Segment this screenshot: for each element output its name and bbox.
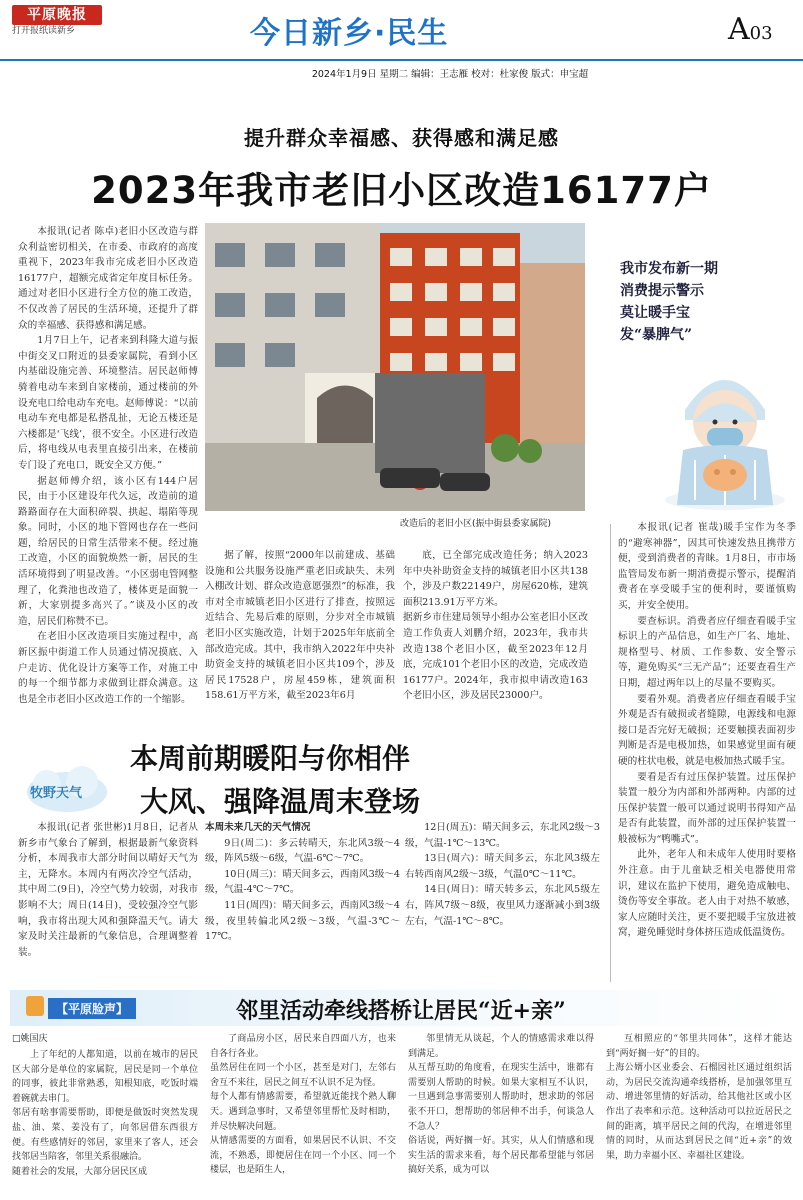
- column-divider: [610, 524, 611, 982]
- warm-child-illustration: [655, 350, 795, 515]
- lead-kicker: 提升群众幸福感、获得感和满足感: [244, 126, 559, 150]
- notice-line: 莫让暖手宝: [620, 305, 690, 321]
- lead-column-2: [205, 548, 395, 704]
- lead-column-3: 底，已全部完成改造任务；纳入2023年中央补助资金支持的城镇老旧小区共138个，涉及户数22149户，房屋620栋，建筑面积213.91万平方米。 据新乡市住建局领导小组办公室老旧小区改造工作负责人刘鹏介绍，2023年，我市共改造138个老旧小区，截至2023年12月底，完成101个老旧小区的改造，完成改造16177户。2024年，我市拟申请改造163个老旧小区，涉及居民23000户。: [403, 550, 588, 702]
- weather-section-logo: [22, 760, 112, 820]
- newspaper-logo: [12, 5, 102, 39]
- lead-paragraph: 据了解，按照“2000年以前建成、基础设施和公共服务设施严重老旧或缺失、未列入棚改计划、群众改造意愿强烈”的标准，我市对全市城镇老旧小区进行了排查，按照远近结合、先易后难的原则，分步对全市城镇老旧小区实施改造，计划于2025年年底前全部改造完成。其中，我市纳入2022年中央补助资金支持的城镇老旧小区共109个，涉及居民17528户，房屋459栋，建筑面积158.61万平方米，截至2023年6月: [205, 550, 395, 702]
- commentary-label: 【平原脸声】: [48, 998, 136, 1019]
- commentary-column-4: 互相照应的“邻里共同体”，这样才能达到“两好搁一好”的目的。 上海公婿小区业委会、石榴园社区通过组织活动，为居民交流沟通牵线搭桥，是加强邻里互动、增进邻里情的好活动，给其他社区或小区作出了表率和示范。这种活动可以拉近居民之间的距离，填平居民之间的代沟，在增进邻里情的同时，从而达到居民之间“近+亲”的效果，助力幸福小区、幸福社区建设。: [606, 1034, 792, 1161]
- lead-paragraph: 据赵师傅介绍，该小区有144户居民，由于小区建设年代久远，改造前的道路路面存在大面积碎裂、拱起、塌陷等现象。同时，小区的地下管网也存在一些问题，给居民的日常生活带来不便。经过施工改造，小区的面貌焕然一新，居民的生活环境得到了明显改善。“小区弱电管网整理了，化粪池也改造了，楼体更是面貌一新，大家别提多高兴了。”谈及小区的改造，居民们称赞不已。: [18, 475, 198, 627]
- commentary-column-2: 了商品房小区，居民来自四面八方，也来自各行各业。 虽然居住在同一个小区，甚至是对门，左邻右舍互不来往，居民之间互不认识不足为怪。 每个人都有情感需要，希望就近能找个熟人聊天。遇到急事时，又希望邻里帮忙及时相助，并尽快解决问题。 从情感需要的方面看，如果居民不认识、不交流，不熟悉，即便居住在同一个小区、同一个楼层，也是陌生人，: [210, 1034, 396, 1176]
- logo-text: 平原晚报: [12, 5, 102, 25]
- forecast-item: 11日(周四)：晴天间多云，西南风3级～4级，夜里转偏北风2级～3级，气温-3℃～17℃。: [205, 899, 400, 943]
- weather-column-2: [205, 820, 400, 945]
- weather-column-1: 本报讯(记者 张世彬)1月8日，记者从新乡市气象台了解到，根据最新气象资料分析，本周我市大部分时间以晴好天气为主，无降水。本周内有两次冷空气活动，其中周二(9日)，冷空气势力较弱，对我市影响不大；周日(14日)，受较强冷空气影响，我市将出现大风和强降温天气。请大家及时关注最新的气象信息，合理调整着装。: [18, 822, 198, 958]
- page-number: [728, 12, 773, 47]
- forecast-item: 9日(周二)：多云转晴天，东北风3级～4级，阵风5级～6级，气温-6℃～7℃。: [205, 837, 400, 865]
- lead-headline: 2023年我市老旧小区改造16177户: [91, 169, 712, 212]
- page-letter: A: [728, 12, 750, 47]
- notice-paragraph: 要查标识。消费者应仔细查看暖手宝标识上的产品信息，如生产厂名、地址、规格型号、材质、工作参数、安全警示等，避免购买“三无产品”；还要查看生产日期，超过两年以上的尽量不要购买。: [618, 615, 796, 689]
- commentary-icon: [26, 996, 44, 1016]
- notice-paragraph: 要看是否有过压保护装置。过压保护装置一般分为内部和外部两种。内部的过压保护装置一般可以通过说明书得知产品是否有此装置，而外部的过压保护装置一般被标为“鸭嘴式”。: [618, 771, 796, 845]
- consumer-notice-body: [618, 520, 796, 941]
- weather-logo-text: 牧野天气: [30, 786, 83, 801]
- lead-column-1: [18, 224, 198, 707]
- renovated-community-photo: [205, 223, 585, 511]
- lead-paragraph: 1月7日上午，记者来到科隆大道与振中街交叉口附近的县委家属院，看到小区内基础设施完善、环境整洁。居民赵师傅骑着电动车来到自家楼前，通过楼前的外设充电口给电动车充电。赵师傅说：“以前电动车充电都是私搭乱扯，无论五楼还是六楼都是‘飞线’，很不安全。小区进行改造后，将电线从电表里直接引出来，在楼前专门设了充电口，既安全又方便。”: [18, 335, 198, 471]
- notice-line: 消费提示警示: [620, 283, 704, 299]
- notice-paragraph: 此外，老年人和未成年人使用时要格外注意。由于儿童缺乏相关电器使用常识，建议在监护下使用，避免造成触电、烫伤等安全事故。老人由于对热不敏感，家人应随时关注，更不要把暖手宝放进被窝，避免睡觉时身体挤压造成低温烫伤。: [618, 849, 796, 939]
- forecast-item: 13日(周六)：晴天间多云，东北风3级左右转西南风2级～3级，气温0℃～11℃。: [405, 853, 600, 880]
- commentary-column-3: 邻里情无从谈起，个人的情感需求难以得到满足。 从互帮互助的角度看，在现实生活中，谁都有需要别人帮助的时候。如果大家相互不认识，一旦遇到急事需要别人帮助时，想求助的邻居张不开口，想帮助的邻居伸不出手，何谈急人不急人？ 俗话说，两好搁一好。其实，从人们情感和现实生活的需求来看，每个居民都希望能与邻居搞好关系，成为可以: [408, 1034, 594, 1176]
- forecast-item: 12日(周五)：晴天间多云，东北风2级～3级，气温-1℃～13℃。: [405, 822, 600, 849]
- forecast-item: 14日(周日)：晴天转多云，东北风5级左右，阵风7级～8级，夜里风力逐渐减小到3级左右，气温-1℃～8℃。: [405, 884, 600, 927]
- commentary-author: □姚国庆: [12, 1034, 48, 1044]
- weather-column-3: [405, 820, 600, 929]
- weather-headline-2: 大风、强降温周末登场: [140, 785, 421, 818]
- forecast-item: 10日(周三)：晴天间多云，西南风3级～4级，气温-4℃～7℃。: [205, 868, 400, 896]
- lead-paragraph: 在老旧小区改造项目实施过程中，高新区振中街道工作人员通过情况摸底、入户走访、优化设计方案等工作，对施工中的每一个细节都力求做到让群众满意。这也是全市老旧小区改造工作的一个缩影。: [18, 631, 198, 705]
- notice-paragraph: 本报讯(记者 崔哉)暖手宝作为冬季的“避寒神器”，因其可快速发热且携带方便，受到消费者的青睐。1月8日，市市场监管局发布新一期消费提示警示，提醒消费者在享受暖手宝的便利时，要谨慎购买，并安全使用。: [618, 522, 796, 611]
- photo-caption: 改造后的老旧小区(振中街县委家属院): [400, 519, 552, 529]
- logo-subtitle: 打开报纸读新乡: [12, 26, 76, 36]
- notice-paragraph: 要看外观。消费者应仔细查看暖手宝外观是否有破损或者缝隙，电源线和电源接口是否完好无破损；还要触摸表面初步判断是否是电极加热，如果感觉里面有硬硬的柱状电极，就是电极加热式暖手宝。: [618, 693, 796, 767]
- notice-line: 发“暴脾气”: [620, 327, 693, 343]
- page-digits: 03: [749, 23, 773, 44]
- notice-line: 我市发布新一期: [620, 261, 718, 277]
- header-rule: [0, 59, 803, 61]
- consumer-notice-headline: [620, 258, 780, 346]
- lead-paragraph: 本报讯(记者 陈卓)老旧小区改造与群众利益密切相关，在市委、市政府的高度重视下，2023年我市完成老旧小区改造16177户，超额完成省定年度目标任务。通过对老旧小区进行全方位的施工改造，不仅改善了居民的生活环境，还提升了群众的幸福感、获得感和满足感。: [18, 226, 198, 331]
- section-title: 今日新乡·民生: [250, 16, 449, 51]
- commentary-column-1: 上了年纪的人都知道，以前在城市的居民区大部分是单位的家属院，居民是同一个单位的同事，彼此非常熟悉，知根知底，吃饭时端着碗就去串门。 邻居有啥事需要帮助，即便是做饭时突然发现盐、油、菜、姜没有了，向邻居借东西很方便。有些感情好的邻居，家里来了客人，还会找邻居当陪客，邻里关系很融洽。 随着社会的发展，大部分居民区成: [12, 1050, 198, 1177]
- weather-headline-1: 本周前期暖阳与你相伴: [130, 742, 411, 775]
- commentary-title: 邻里活动牵线搭桥让居民“近+亲”: [236, 998, 566, 1024]
- date-info-line: 2024年1月9日 星期二 编辑：王志雁 校对：杜家俊 版式：申宝超: [311, 69, 589, 80]
- weather-forecast-title: 本周未来几天的天气情况: [205, 822, 311, 833]
